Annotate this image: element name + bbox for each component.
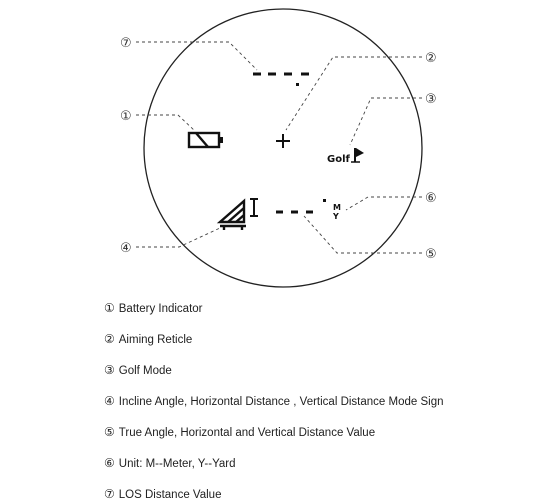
callout-2: ② — [425, 51, 437, 66]
legend-item-golf-mode — [104, 363, 172, 377]
golf-flag-icon — [351, 148, 364, 162]
legend-item-true-angle — [104, 425, 375, 439]
legend-text: Unit: M--Meter, Y--Yard — [118, 458, 236, 470]
leader-line-7 — [136, 42, 257, 70]
unit-yard: Y — [333, 212, 339, 221]
legend-mark: ⑦ — [104, 487, 115, 501]
leader-line-2 — [286, 57, 422, 130]
legend-item-unit — [104, 456, 236, 470]
legend-item-battery — [104, 301, 203, 315]
legend-mark: ③ — [104, 363, 115, 377]
incline-mode-icon — [220, 201, 246, 230]
legend-mark: ① — [104, 301, 115, 315]
callout-3: ③ — [425, 92, 437, 107]
legend-text: Golf Mode — [118, 365, 172, 377]
unit-meter: M — [333, 203, 341, 212]
legend-text: Battery Indicator — [118, 303, 203, 315]
legend-mark: ⑥ — [104, 456, 115, 470]
leader-line-5 — [304, 216, 422, 253]
legend-mark: ④ — [104, 394, 115, 408]
aiming-reticle-icon — [276, 134, 290, 148]
legend-text: LOS Distance Value — [118, 489, 222, 501]
legend-mark: ⑤ — [104, 425, 115, 439]
callout-6: ⑥ — [425, 191, 437, 206]
los-decimal-point — [296, 83, 299, 86]
legend-text: Aiming Reticle — [118, 334, 193, 346]
legend-text: Incline Angle, Horizontal Distance , Vertical Distance Mode Sign — [118, 396, 444, 408]
callout-4: ④ — [120, 241, 132, 256]
legend-item-los — [104, 487, 221, 501]
golf-mode-label: Golf — [327, 154, 350, 165]
leader-line-3 — [350, 98, 422, 145]
unit-dot — [323, 199, 326, 202]
legend-mark: ② — [104, 332, 115, 346]
callout-7: ⑦ — [120, 36, 132, 51]
leader-line-4 — [136, 228, 220, 247]
legend-item-reticle — [104, 332, 192, 346]
callout-5: ⑤ — [425, 247, 437, 262]
vertical-distance-icon — [250, 199, 258, 216]
legend-text: True Angle, Horizontal and Vertical Distance Value — [118, 427, 376, 439]
leader-lines — [136, 42, 422, 253]
battery-icon — [189, 133, 223, 147]
legend-item-incline — [104, 394, 444, 408]
callout-1: ① — [120, 109, 132, 124]
